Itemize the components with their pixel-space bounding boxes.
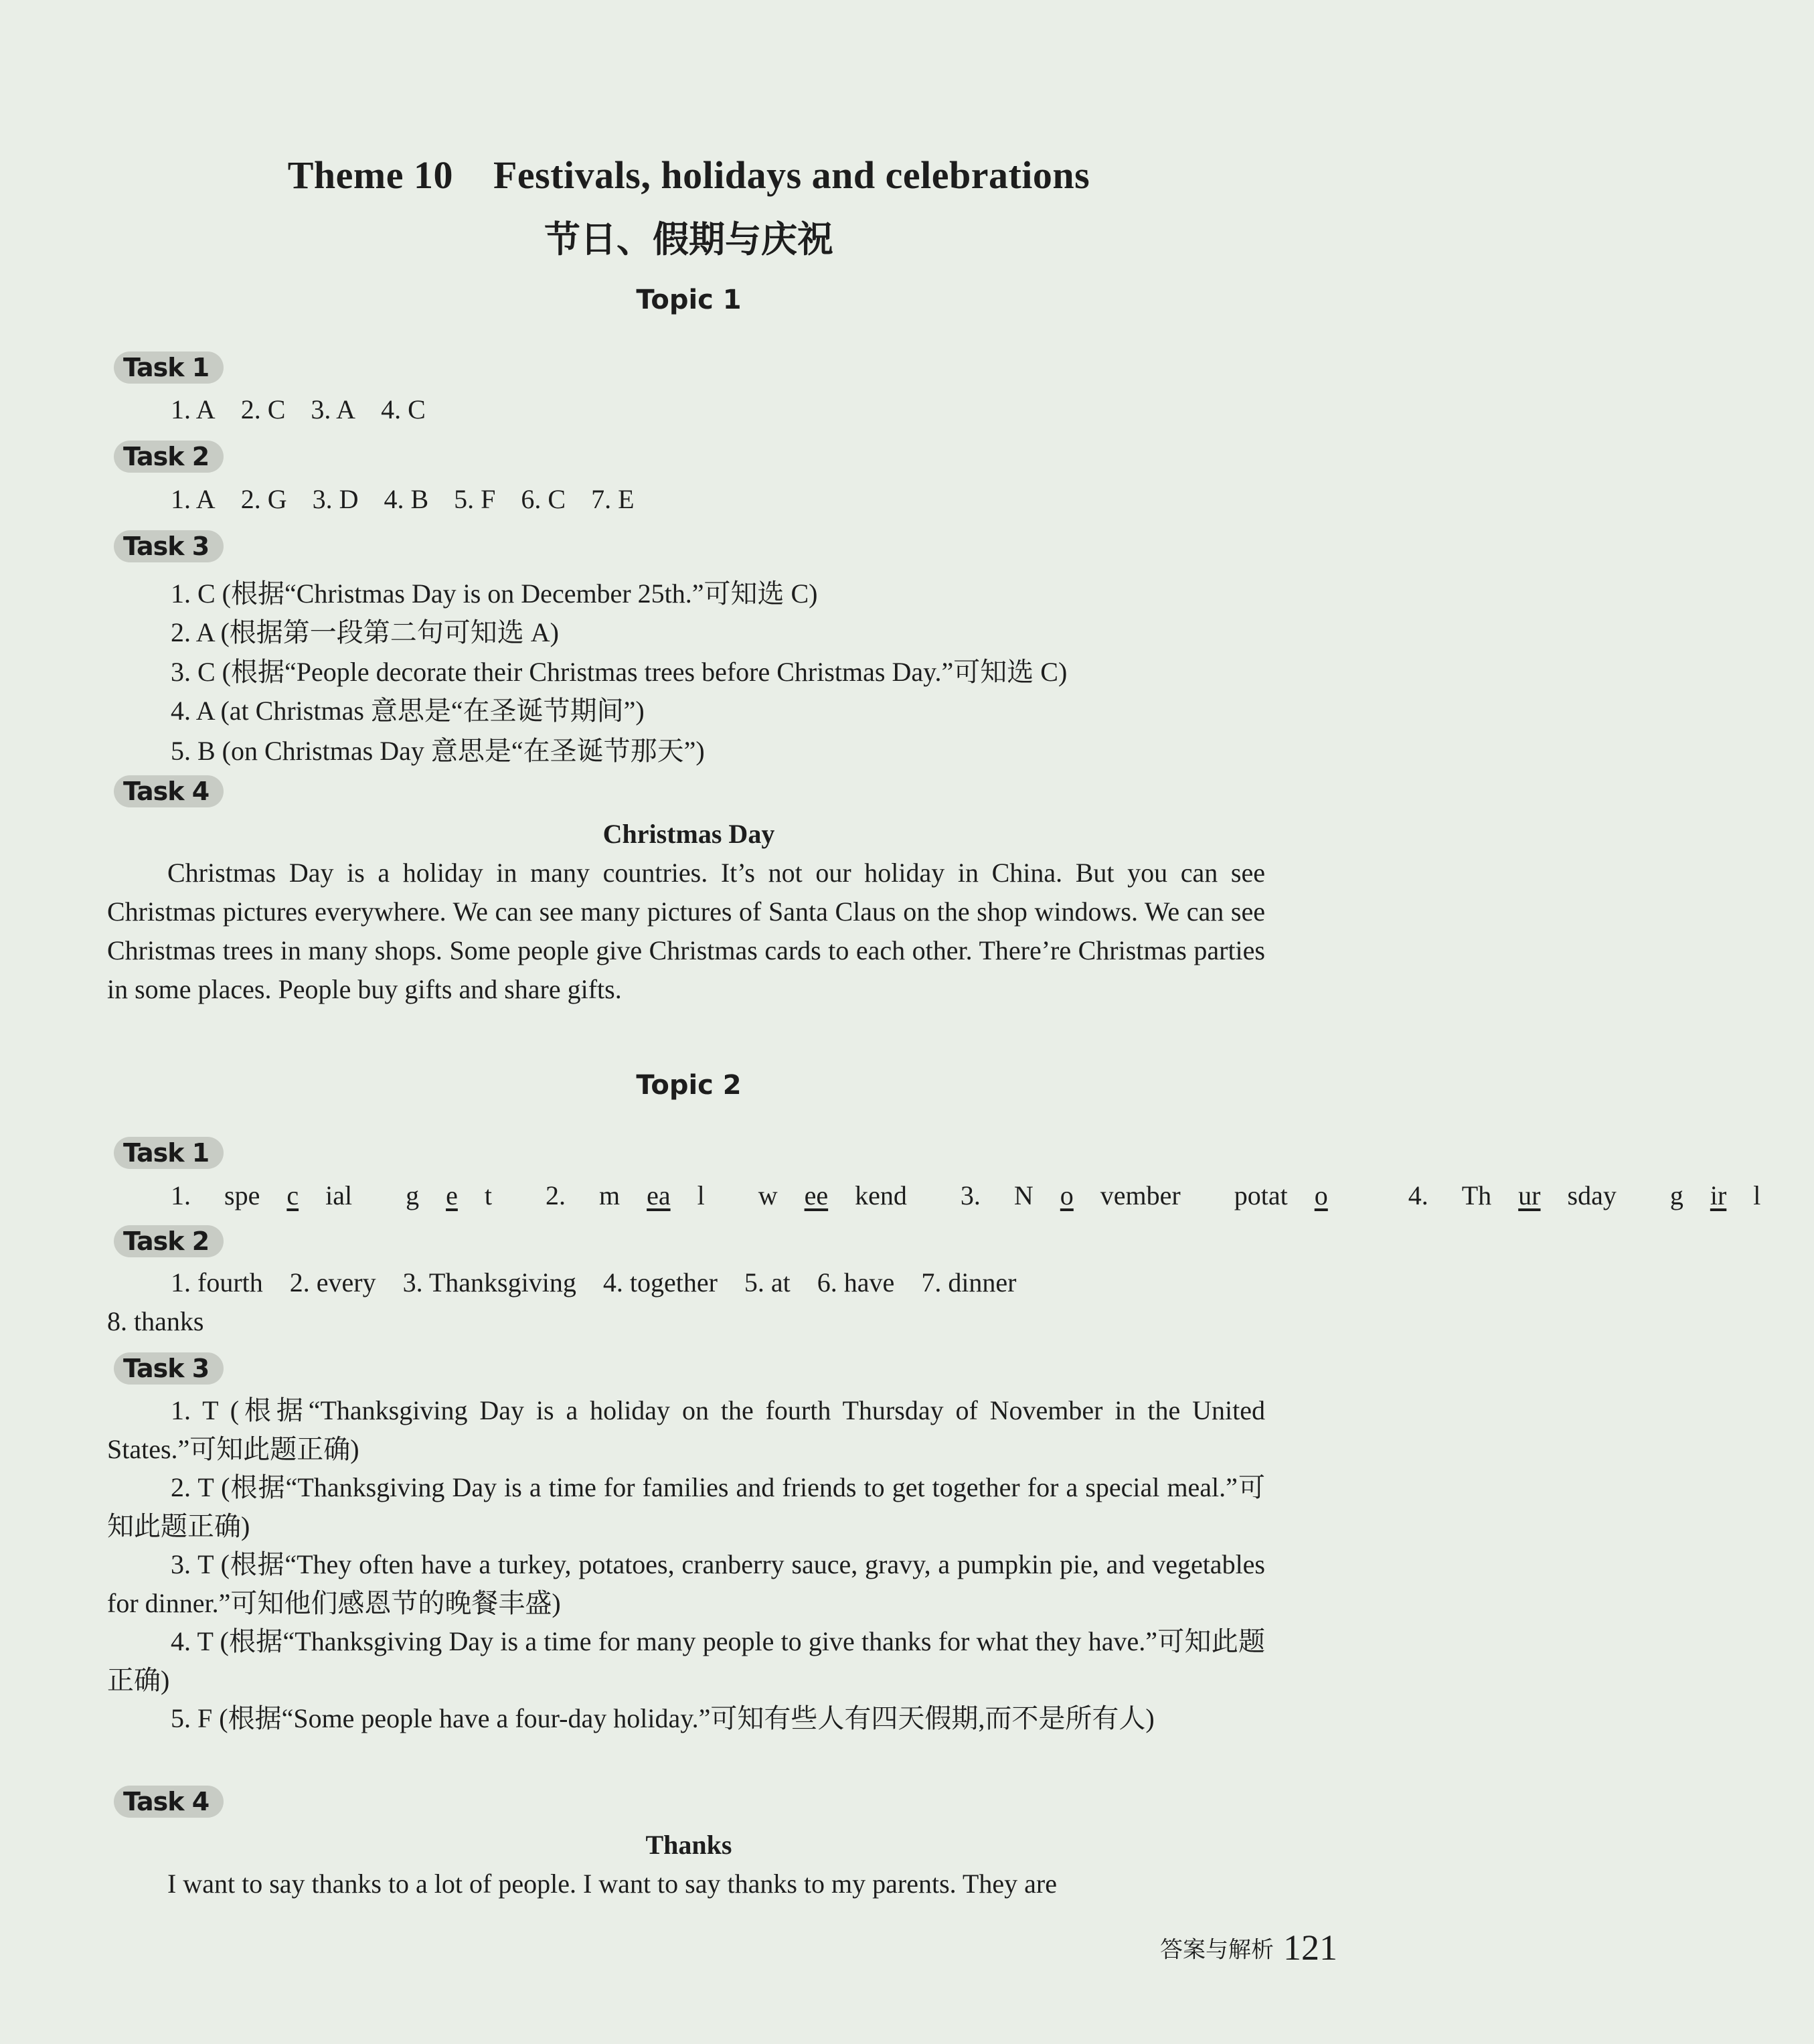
answer-item: 2. C	[240, 394, 286, 424]
topic1-task3-line: 2. A (根据第一段第二句可知选 A)	[171, 617, 559, 647]
theme-title-en	[0, 153, 1378, 198]
topic2-task3-item: 4. T (根据“Thanksgiving Day is a time for many people to give thanks for what they have.”可知此题正确)	[107, 1626, 1265, 1695]
answer-item: 1. fourth	[171, 1267, 263, 1298]
answer-item: potat o	[1234, 1180, 1328, 1210]
topic2-task3-item: 3. T (根据“They often have a turkey, potatoes, cranberry sauce, gravy, a pumpkin pie, and vegetables for dinner.”可知他们感恩节的晚餐丰盛)	[107, 1549, 1265, 1618]
answer-item: w ee kend	[758, 1180, 907, 1210]
topic-2-heading: Topic 2	[636, 1070, 742, 1101]
answer-item: 1. A	[171, 484, 216, 514]
essay-paragraph: Christmas Day is a holiday in many countries. It’s not our holiday in China. But you can see Christmas pictures everywhere. We can see many pictures of Santa Claus on the shop windows. We can see Christmas trees in many shops. Some people give Christmas cards to each other. There’re Christmas parties in some places. People buy gifts and share gifts.	[107, 858, 1265, 1004]
essay-title: Christmas Day	[602, 819, 775, 849]
topic2-task3-item: 2. T (根据“Thanksgiving Day is a time for families and friends to get together for a special meal.”可知此题正确)	[107, 1472, 1265, 1541]
answer-item: 2. m ea l	[545, 1180, 705, 1210]
topic1-task3-line: 3. C (根据“People decorate their Christmas trees before Christmas Day.”可知选 C)	[171, 657, 1068, 687]
answer-item: 5. F	[454, 484, 496, 514]
answer-item: 3. Thanksgiving	[402, 1267, 576, 1298]
topic2-task4-label: Task 4	[114, 1786, 224, 1818]
topic1-task4-label: Task 4	[114, 775, 224, 807]
theme-title-zh: 节日、假期与庆祝	[544, 218, 833, 260]
topic2-task1-answers	[171, 1180, 1814, 1211]
topic1-task1-answers	[171, 394, 451, 425]
topic1-task1-label: Task 1	[114, 351, 224, 384]
topic1-task2-label: Task 2	[114, 441, 224, 473]
answer-item: 4. Th ur sday	[1408, 1180, 1617, 1210]
answer-item: 4. B	[384, 484, 429, 514]
topic2-task1-label: Task 1	[114, 1137, 224, 1169]
answer-item: 1. spe c ial	[171, 1180, 353, 1210]
answer-item: 6. C	[521, 484, 566, 514]
answer-item: 7. E	[591, 484, 635, 514]
essay-paragraph: I want to say thanks to a lot of people. I want to say thanks to my parents. They are	[167, 1869, 1057, 1899]
footer-label: 答案与解析	[1160, 1936, 1274, 1964]
topic1-task3-line: 4. A (at Christmas 意思是“在圣诞节期间”)	[171, 696, 645, 726]
theme-name: Festivals, holidays and celebrations	[493, 153, 1090, 197]
answer-item: 2. G	[240, 484, 287, 514]
topic-1-heading: Topic 1	[636, 285, 742, 315]
answer-item: g e t	[406, 1180, 492, 1210]
topic1-task3-line: 1. C (根据“Christmas Day is on December 25th.”可知选 C)	[171, 578, 818, 609]
answer-item: 6. have	[817, 1267, 895, 1298]
answer-item: 3. N o vember	[960, 1180, 1181, 1210]
answer-item: 3. D	[312, 484, 359, 514]
theme-number: Theme 10	[287, 153, 453, 197]
answer-item: 7. dinner	[921, 1267, 1017, 1298]
topic1-task3-line: 5. B (on Christmas Day 意思是“在圣诞节那天”)	[171, 736, 705, 766]
topic1-task3-label: Task 3	[114, 530, 224, 562]
answer-item: 1. A	[171, 394, 216, 424]
answer-item: 4. together	[602, 1267, 718, 1298]
topic2-task3-label: Task 3	[114, 1352, 224, 1385]
topic2-task2-answers	[171, 1267, 1044, 1298]
topic2-task3-item: 1. T (根据“Thanksgiving Day is a holiday on the fourth Thursday of November in the United States.”可知此题正确)	[107, 1395, 1265, 1464]
page-footer	[1160, 1927, 1337, 1968]
answer-item: 4. C	[381, 394, 426, 424]
answer-item: g ir l	[1669, 1180, 1761, 1210]
answer-item: 3. A	[311, 394, 356, 424]
topic2-task3-item: 5. F (根据“Some people have a four-day holiday.”可知有些人有四天假期,而不是所有人)	[171, 1703, 1155, 1733]
topic2-task2-label: Task 2	[114, 1225, 224, 1257]
page-number: 121	[1283, 1928, 1337, 1968]
essay-title: Thanks	[645, 1830, 732, 1860]
answer-item: 2. every	[289, 1267, 376, 1298]
topic2-task2-answer-8: 8. thanks	[107, 1306, 204, 1336]
answer-item: 5. at	[744, 1267, 791, 1298]
topic1-task2-answers	[171, 483, 660, 515]
